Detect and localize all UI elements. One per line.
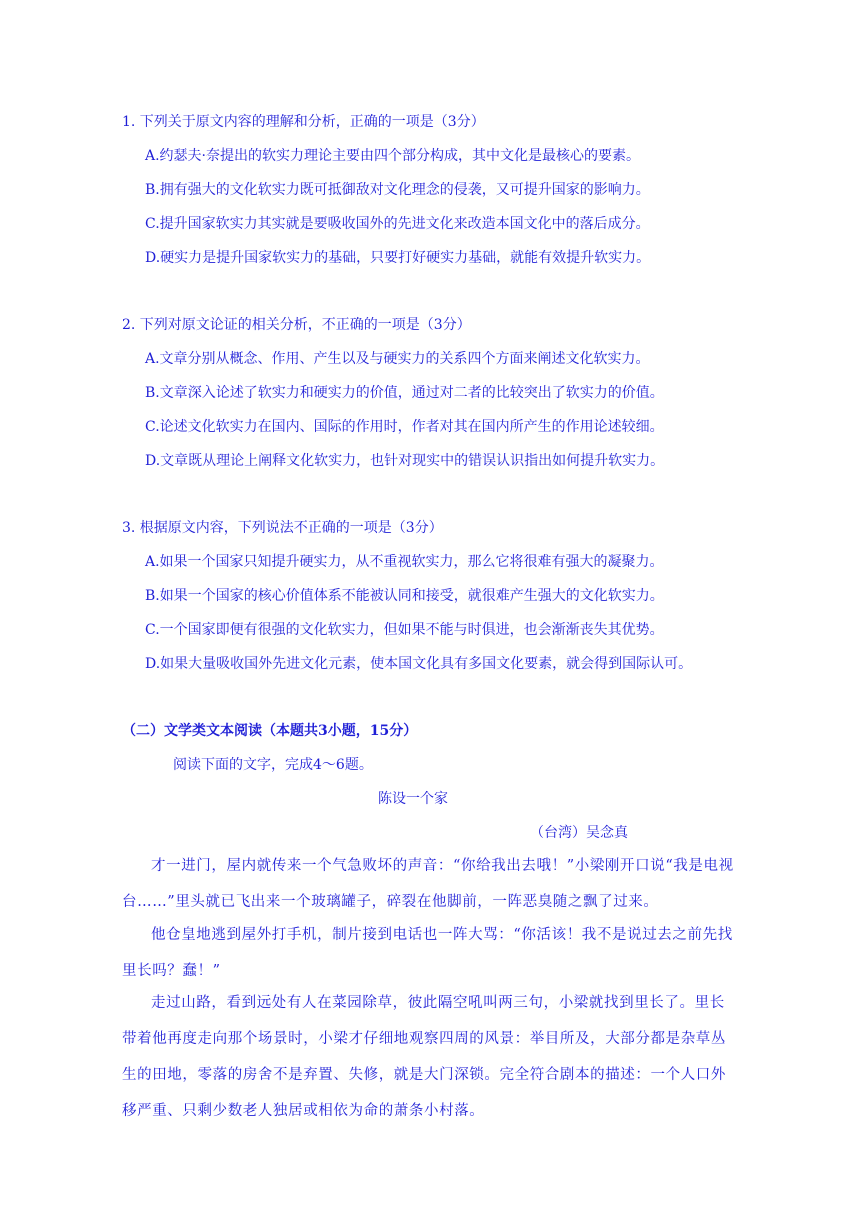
story-author: （台湾）吴念真 — [530, 825, 628, 841]
question-2-option-d: D.文章既从理论上阐释文化软实力，也针对现实中的错误认识指出如何提升软实力。 — [145, 453, 665, 469]
question-1-option-d: D.硬实力是提升国家软实力的基础，只要打好硬实力基础，就能有效提升软实力。 — [145, 250, 651, 266]
question-1-option-c: C.提升国家软实力其实就是要吸收国外的先进文化来改造本国文化中的落后成分。 — [145, 216, 650, 232]
question-1-option-b: B.拥有强大的文化软实力既可抵御敌对文化理念的侵袭，又可提升国家的影响力。 — [145, 182, 650, 198]
question-2-option-b: B.文章深入论述了软实力和硬实力的价值，通过对二者的比较突出了软实力的价值。 — [145, 385, 664, 401]
question-2-option-a: A.文章分别从概念、作用、产生以及与硬实力的关系四个方面来阐述文化软实力。 — [145, 351, 650, 367]
question-3-option-a: A.如果一个国家只知提升硬实力，从不重视软实力，那么它将很难有强大的凝聚力。 — [145, 554, 664, 570]
question-3-option-c: C.一个国家即便有很强的文化软实力，但如果不能与时俱进，也会渐渐丧失其优势。 — [145, 622, 664, 638]
question-1-option-a: A.约瑟夫·奈提出的软实力理论主要由四个部分构成，其中文化是最核心的要素。 — [145, 148, 641, 164]
story-paragraph-2: 他仓皇地逃到屋外打手机，制片接到电话也一阵大骂：“你活该！我不是说过去之前先找里长吗？蠢！” — [122, 927, 733, 979]
question-3-option-d: D.如果大量吸收国外先进文化元素，使本国文化具有多国文化要素，就会得到国际认可。 — [145, 656, 693, 672]
story-title: 陈设一个家 — [378, 791, 448, 807]
question-2-option-c: C.论述文化软实力在国内、国际的作用时，作者对其在国内所产生的作用论述较细。 — [145, 419, 664, 435]
question-2-stem: 2. 下列对原文论证的相关分析，不正确的一项是（3分） — [122, 317, 471, 333]
question-3-option-b: B.如果一个国家的核心价值体系不能被认同和接受，就很难产生强大的文化软实力。 — [145, 588, 664, 604]
story-paragraph-3: 走过山路，看到远处有人在菜园除草，彼此隔空吼叫两三句，小梁就找到里长了。里长带着他再度走向那个场景时，小梁才仔细地观察四周的风景：举目所及，大部分都是杂草丛生的田地，零落的房舍不是弃置、失修，就是大门深锁。完全符合剧本的描述：一个人口外移严重、只剩少数老人独居或相依为命的萧条小村落。 — [122, 995, 726, 1119]
section-heading: （二）文学类文本阅读（本题共3小题，15分） — [122, 723, 418, 739]
question-1-stem: 1. 下列关于原文内容的理解和分析，正确的一项是（3分） — [122, 114, 485, 130]
reading-instruction: 阅读下面的文字，完成4～6题。 — [173, 757, 373, 773]
question-3-stem: 3. 根据原文内容，下列说法不正确的一项是（3分） — [122, 520, 443, 536]
story-paragraph-1: 才一进门，屋内就传来一个气急败坏的声音：“你给我出去哦！”小梁刚开口说“我是电视台……”里头就已飞出来一个玻璃罐子，碎裂在他脚前，一阵恶臭随之飘了过来。 — [122, 858, 734, 910]
